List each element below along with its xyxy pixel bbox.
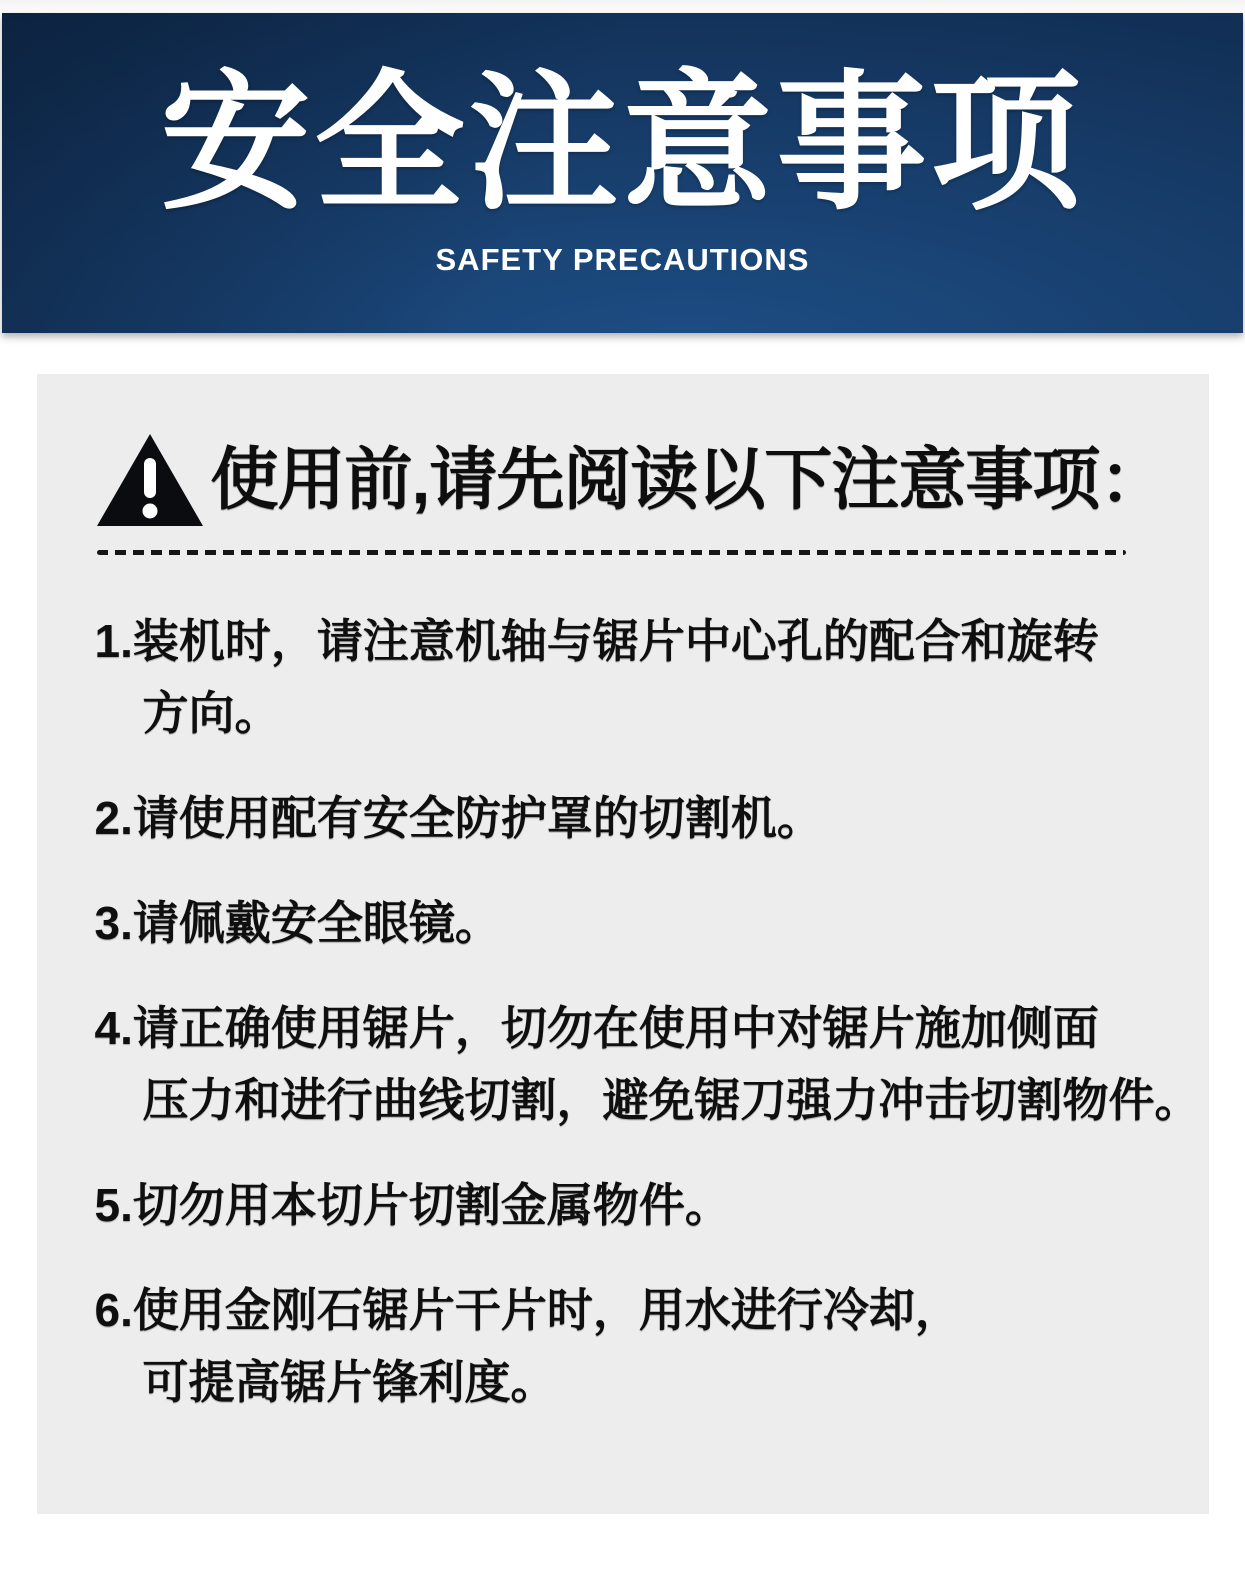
item-line: 5.切勿用本切片切割金属物件。: [94, 1179, 731, 1231]
precaution-list: [94, 605, 1201, 1418]
item-line: 2.请使用配有安全防护罩的切割机。: [94, 792, 823, 844]
dashed-divider: [97, 550, 1126, 555]
top-strip: [0, 0, 1245, 13]
list-item: [94, 992, 1201, 1136]
list-item: [95, 1274, 1151, 1418]
page-subtitle: SAFETY PRECAUTIONS: [435, 242, 810, 277]
item-line: 可提高锯片锋利度。: [142, 1356, 557, 1408]
list-item: [95, 605, 1151, 749]
item-line: 6.使用金刚石锯片干片时，用水进行冷却，: [94, 1284, 961, 1336]
page-title: 安全注意事项: [160, 59, 1085, 227]
warning-heading: 使用前,请先阅读以下注意事项：: [210, 441, 1167, 518]
warning-header: [95, 432, 1167, 528]
list-item: [95, 782, 1151, 854]
item-line: 压力和进行曲线切割，避免锯刀强力冲击切割物件。: [142, 1074, 1201, 1126]
item-line: 方向。: [142, 687, 281, 739]
list-item: [95, 1169, 1151, 1241]
item-line: 3.请佩戴安全眼镜。: [94, 897, 501, 949]
banner: [2, 13, 1243, 333]
item-line: 1.装机时，请注意机轴与锯片中心孔的配合和旋转: [94, 615, 1099, 667]
item-line: 4.请正确使用锯片，切勿在使用中对锯片施加侧面: [94, 1002, 1099, 1054]
warning-triangle-icon: [95, 432, 205, 528]
list-item: [95, 887, 1151, 959]
precautions-panel: [37, 374, 1209, 1514]
